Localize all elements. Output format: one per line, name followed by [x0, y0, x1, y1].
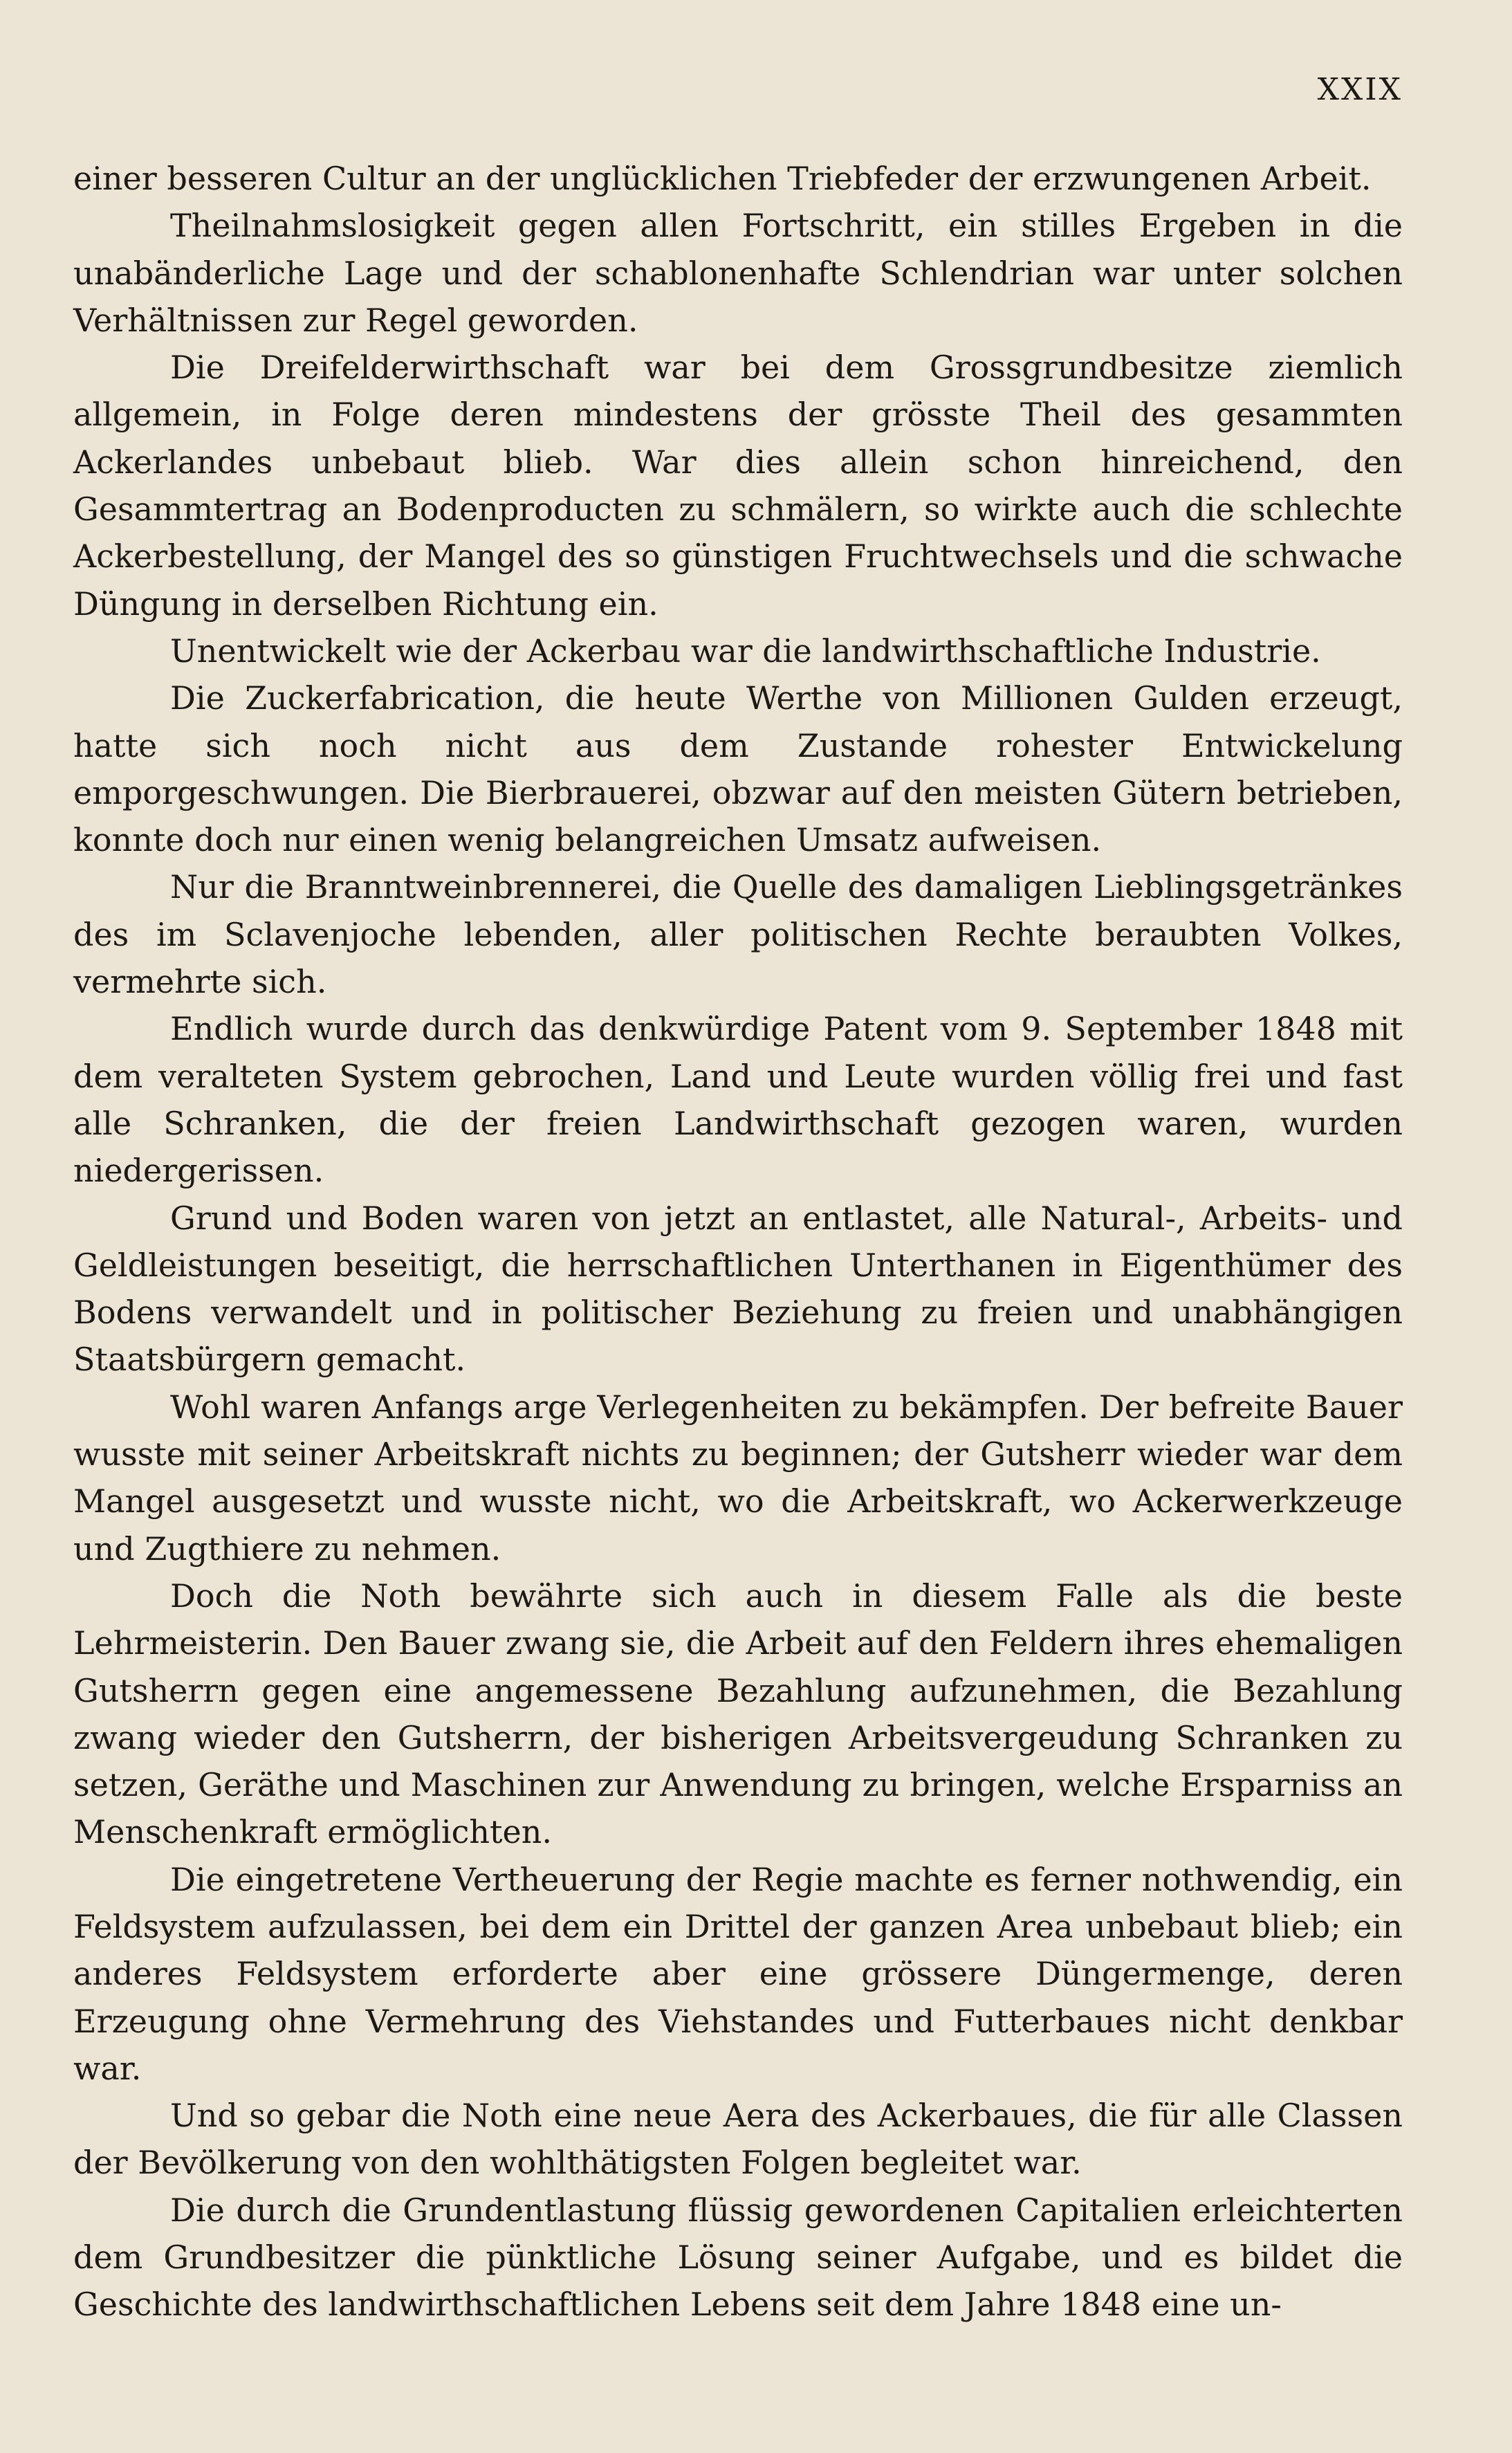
paragraph-11: Die eingetretene Vertheuerung der Regie machte es ferner nothwendig, ein Feldsystem aufzulassen, bei dem ein Drittel der ganzen Area unbebaut blieb; ein anderes Feldsystem erforderte aber eine grössere Düngermenge, deren Erzeugung ohne Vermehrung des Viehstandes und Futterbaues nicht denkbar war. — [73, 1860, 1403, 2087]
paragraph-7: Endlich wurde durch das denkwürdige Patent vom 9. September 1848 mit dem veralteten System gebrochen, Land und Leute wurden völlig frei und fast alle Schranken, die der freien Landwirthschaft gezogen waren, wurden niedergerissen. — [73, 1010, 1403, 1190]
paragraph-2: Theilnahmslosigkeit gegen allen Fortschritt, ein stilles Ergeben in die unabänderliche Lage und der schablonenhafte Schlendrian war unter solchen Verhältnissen zur Regel geworden. — [73, 207, 1403, 339]
page-number: XXIX — [1317, 72, 1403, 107]
paragraph-5: Die Zuckerfabrication, die heute Werthe von Millionen Gulden erzeugt, hatte sich noch nicht aus dem Zustande rohester Entwickelung emporgeschwungen. Die Bierbrauerei, obzwar auf den meisten Gütern betrieben, konnte doch nur einen wenig belangreichen Umsatz aufweisen. — [73, 679, 1403, 859]
paragraph-8: Grund und Boden waren von jetzt an entlastet, alle Natural-, Arbeits- und Geldleistungen beseitigt, die herrschaftlichen Unterthanen in Eigenthümer des Bodens verwandelt und in politischer Beziehung zu freien und unabhängigen Staatsbürgern gemacht. — [73, 1199, 1403, 1379]
paragraph-10: Doch die Noth bewährte sich auch in diesem Falle als die beste Lehrmeisterin. Den Bauer zwang sie, die Arbeit auf den Feldern ihres ehemaligen Gutsherrn gegen eine angemessene Bezahlung aufzunehmen, die Bezahlung zwang wieder den Gutsherrn, der bisherigen Arbeitsvergeudung Schranken zu setzen, Geräthe und Maschinen zur Anwendung zu bringen, welche Ersparniss an Menschenkraft ermöglichten. — [73, 1577, 1403, 1851]
paragraph-13: Die durch die Grundentlastung flüssig gewordenen Capitalien erleichterten dem Grundbesitzer die pünktliche Lösung seiner Aufgabe, und es bildet die Geschichte des landwirthschaftlichen Lebens seit dem Jahre 1848 eine un- — [73, 2191, 1403, 2324]
paragraph-9: Wohl waren Anfangs arge Verlegenheiten zu bekämpfen. Der befreite Bauer wusste mit seiner Arbeitskraft nichts zu beginnen; der Gutsherr wieder war dem Mangel ausgesetzt und wusste nicht, wo die Arbeitskraft, wo Ackerwerkzeuge und Zugthiere zu nehmen. — [73, 1388, 1403, 1568]
paragraph-3: Die Dreifelderwirthschaft war bei dem Grossgrundbesitze ziemlich allgemein, in Folge deren mindestens der grösste Theil des gesammten Ackerlandes unbebaut blieb. War dies allein schon hinreichend, den Gesammtertrag an Bodenproducten zu schmälern, so wirkte auch die schlechte Ackerbestellung, der Mangel des so günstigen Fruchtwechsels und die schwache Düngung in derselben Richtung ein. — [73, 349, 1403, 623]
paragraph-1: einer besseren Cultur an der unglücklichen Triebfeder der erzwungenen Arbeit. — [73, 160, 1372, 197]
paragraph-4: Unentwickelt wie der Ackerbau war die landwirthschaftliche Industrie. — [170, 632, 1321, 670]
paragraph-12: Und so gebar die Noth eine neue Aera des Ackerbaues, die für alle Classen der Bevölkerung von den wohlthätigsten Folgen begleitet war. — [73, 2097, 1403, 2182]
page-body-text — [73, 155, 1403, 2328]
paragraph-6: Nur die Branntweinbrennerei, die Quelle des damaligen Lieblingsgetränkes des im Sclavenjoche lebenden, aller politischen Rechte beraubten Volkes, vermehrte sich. — [73, 868, 1403, 1001]
